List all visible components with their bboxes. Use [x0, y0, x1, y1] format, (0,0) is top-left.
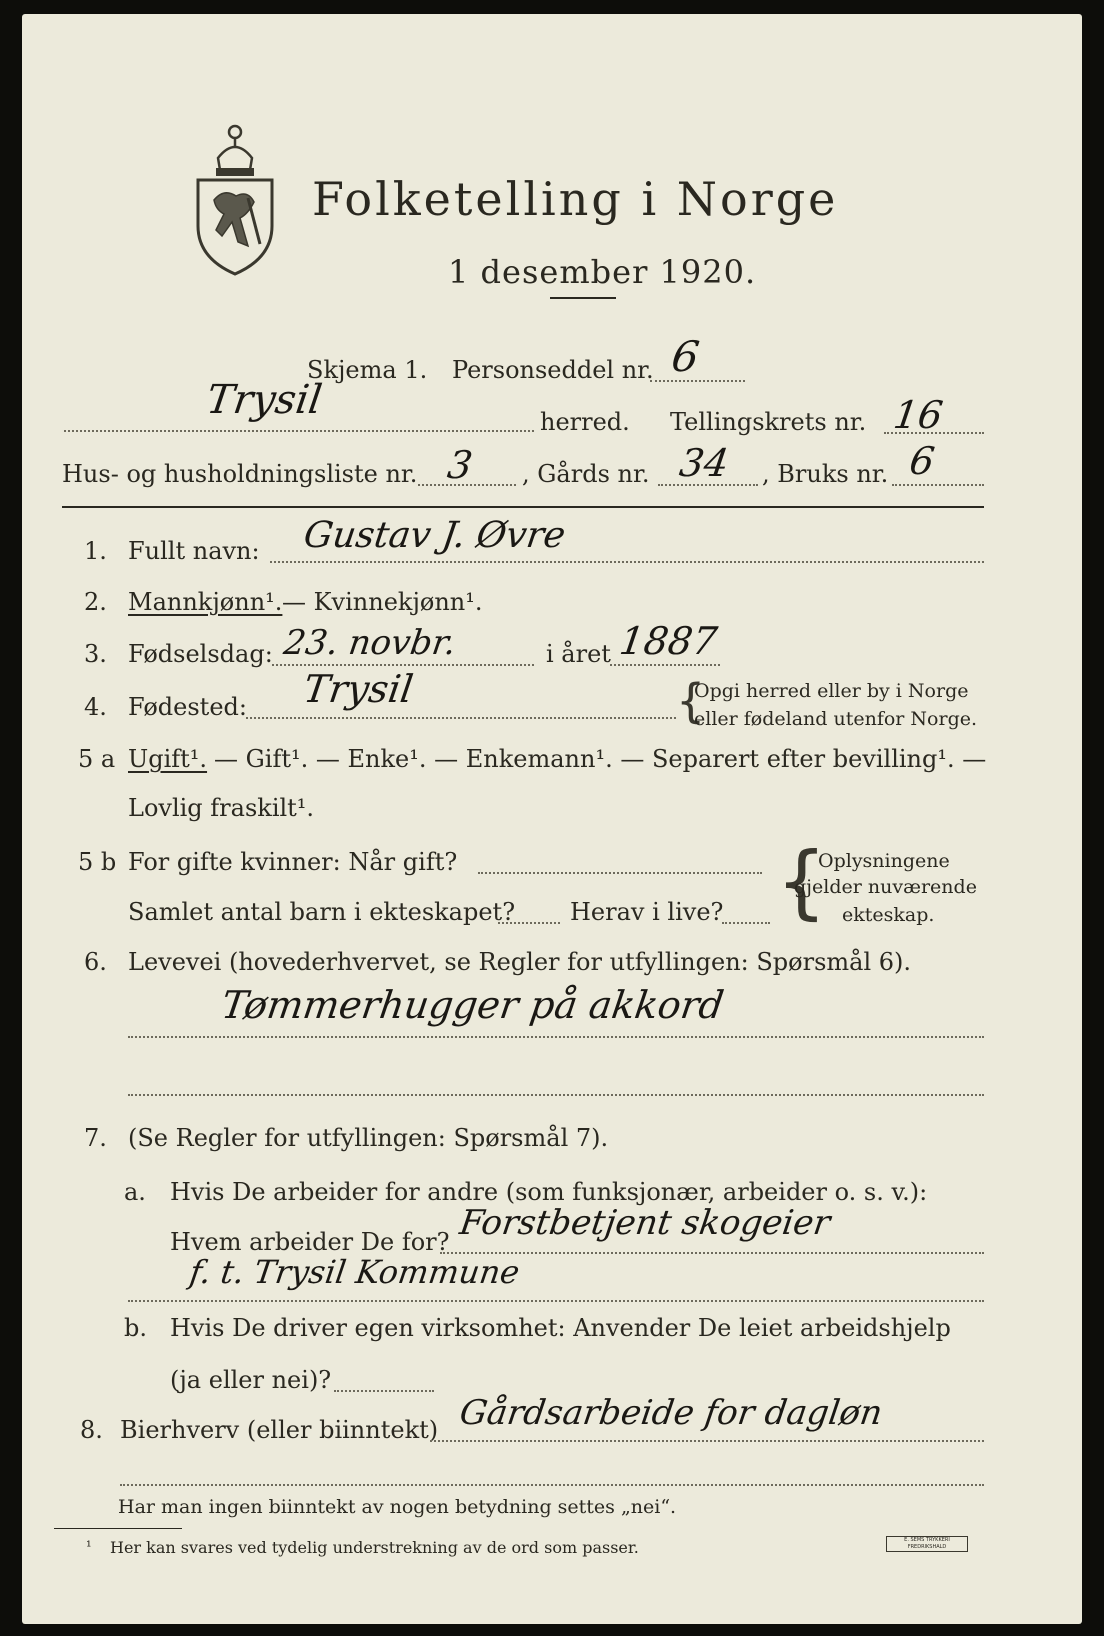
q7a-employer-value-2[interactable]: f. t. Trysil Kommune	[187, 1253, 522, 1291]
bruks-label: , Bruks nr.	[762, 460, 889, 488]
q5a-ugift[interactable]: Ugift¹.	[128, 745, 208, 773]
q2-number: 2.	[84, 588, 107, 616]
bruks-value[interactable]: 6	[906, 439, 938, 483]
printer-stamp-text: E. SEMS TRYKKERI FREDRIKSHALD	[904, 1537, 950, 1550]
q5a-number: 5 a	[78, 745, 116, 773]
q2-male[interactable]: Mannkjønn¹.	[128, 588, 283, 616]
census-date: 1 desember 1920.	[448, 253, 757, 291]
q4-value[interactable]: Trysil	[300, 667, 416, 711]
q3-year-label: i året	[546, 640, 611, 668]
printer-stamp	[886, 1536, 968, 1552]
q5b-note-3: ekteskap.	[842, 904, 935, 926]
q5b-number: 5 b	[78, 848, 117, 876]
q7a-employer-label: Hvem arbeider De for?	[170, 1228, 450, 1256]
q5b-children-line	[498, 922, 560, 924]
q2-female[interactable]: — Kvinnekjønn¹.	[282, 588, 483, 616]
q3-line	[272, 664, 534, 666]
q5b-note-brace: {	[776, 835, 827, 928]
census-form	[22, 14, 1082, 1624]
herred-value[interactable]: Trysil	[203, 377, 325, 423]
q7a-number: a.	[124, 1178, 146, 1206]
q7a-label: Hvis De arbeider for andre (som funksjonær, arbeider o. s. v.):	[170, 1178, 928, 1206]
q6-line-2	[128, 1094, 984, 1096]
q4-number: 4.	[84, 693, 107, 721]
q5b-label: For gifte kvinner: Når gift?	[128, 848, 458, 876]
q5b-children-label: Samlet antal barn i ekteskapet?	[128, 898, 516, 926]
title-divider	[550, 297, 616, 299]
q8-line	[430, 1440, 984, 1442]
q3-year-line	[610, 664, 720, 666]
husliste-label: Hus- og husholdningsliste nr.	[62, 460, 418, 488]
q8-label: Bierhverv (eller biinntekt)	[120, 1416, 439, 1444]
q7a-employer-value[interactable]: Forstbetjent skogeier	[457, 1203, 833, 1243]
q8-number: 8.	[80, 1416, 103, 1444]
q8-line-2	[120, 1484, 984, 1486]
q6-line-1	[128, 1036, 984, 1038]
q7-label: (Se Regler for utfyllingen: Spørsmål 7).	[128, 1124, 609, 1152]
tellingskrets-label: Tellingskrets nr.	[670, 408, 867, 436]
gards-value[interactable]: 34	[676, 441, 732, 485]
q6-number: 6.	[84, 948, 107, 976]
bruks-line	[892, 484, 984, 486]
q7b-yesno-label: (ja eller nei)?	[170, 1366, 332, 1394]
q7b-number: b.	[124, 1314, 147, 1342]
q7-number: 7.	[84, 1124, 107, 1152]
personseddel-label: Personseddel nr.	[452, 356, 654, 384]
q3-year-value[interactable]: 1887	[616, 619, 720, 663]
header-divider	[62, 506, 984, 508]
q3-number: 3.	[84, 640, 107, 668]
personseddel-line	[650, 380, 745, 382]
q5b-note-1: Oplysningene	[818, 850, 950, 872]
q5b-alive-label: Herav i live?	[570, 898, 724, 926]
q1-value[interactable]: Gustav J. Øvre	[301, 515, 568, 556]
q7a-employer-line-2	[128, 1300, 984, 1302]
q3-label: Fødselsdag:	[128, 640, 273, 668]
q4-note-brace: {	[676, 674, 706, 728]
footer-note: Har man ingen biinntekt av nogen betydning settes „nei“.	[118, 1496, 677, 1518]
q5a-fraskilt[interactable]: Lovlig fraskilt¹.	[128, 794, 315, 822]
q5b-alive-line	[722, 922, 770, 924]
q4-note-2: eller fødeland utenfor Norge.	[694, 708, 978, 730]
q1-number: 1.	[84, 537, 107, 565]
coat-of-arms-icon	[190, 118, 280, 278]
footnote-divider	[54, 1528, 182, 1529]
herred-line	[64, 430, 534, 432]
form-title: Folketelling i Norge	[312, 172, 839, 226]
q8-value[interactable]: Gårdsarbeide for dagløn	[457, 1393, 885, 1433]
tellingskrets-value[interactable]: 16	[890, 393, 946, 437]
q6-value[interactable]: Tømmerhugger på akkord	[218, 983, 727, 1027]
husliste-value[interactable]: 3	[444, 443, 476, 487]
q5b-note-2: gjelder nuværende	[794, 876, 977, 898]
footnote-text: Her kan svares ved tydelig understrekning av de ord som passer.	[110, 1538, 639, 1557]
q4-label: Fødested:	[128, 693, 247, 721]
q7b-label: Hvis De driver egen virksomhet: Anvender De leiet arbeidshjelp	[170, 1314, 951, 1342]
gards-label: , Gårds nr.	[522, 460, 650, 488]
q5b-married-line	[478, 872, 762, 874]
herred-label: herred.	[540, 408, 630, 436]
q5a-options[interactable]: — Gift¹. — Enke¹. — Enkemann¹. — Separert efter bevilling¹. —	[214, 745, 987, 773]
q1-label: Fullt navn:	[128, 537, 260, 565]
q4-line	[246, 717, 676, 719]
q3-value[interactable]: 23. novbr.	[281, 623, 459, 663]
skjema-label: Skjema 1.	[307, 356, 428, 384]
personseddel-value[interactable]: 6	[668, 332, 703, 381]
q6-label: Levevei (hovederhvervet, se Regler for utfyllingen: Spørsmål 6).	[128, 948, 912, 976]
q7b-yesno-line	[334, 1390, 434, 1392]
footnote-mark: ¹	[86, 1539, 92, 1555]
q4-note-1: Opgi herred eller by i Norge	[694, 680, 969, 702]
q1-line	[270, 561, 984, 563]
